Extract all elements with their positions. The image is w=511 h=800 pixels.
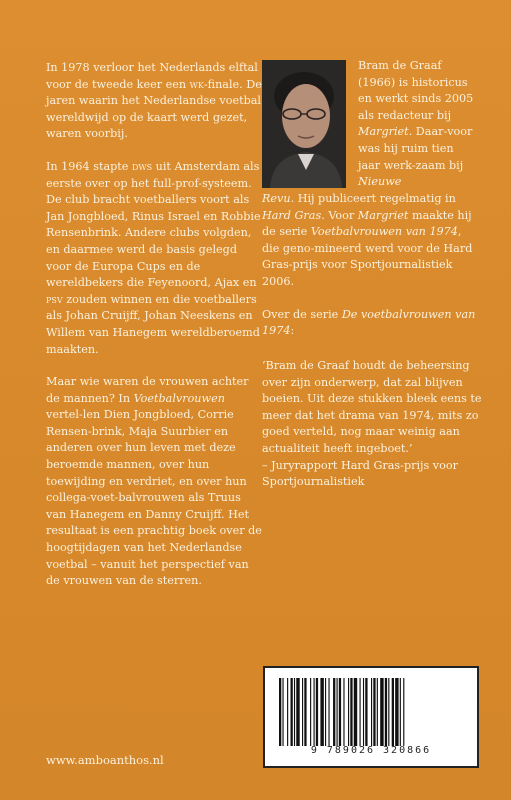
series-intro: Over de serie De voetbalvrouwen van 1974: — [262, 307, 476, 338]
author-bio-rest — [262, 191, 480, 356]
author-photo — [262, 60, 346, 188]
blurb-paragraph-1: In 1978 verloor het Nederlands elftal voor de tweede keer een wk-finale. De jaren waarin het Nederlandse voetbal wereldwijd op de kaart werd gezet, waren voorbij. — [46, 61, 262, 141]
author-bio-continued: Revu. Hij publiceert regelmatig in Hard Gras. Voor Margriet maakte hij de serie Voetbalvrouwen van 1974, die geno-mineerd werd voor de Hard Gras-prijs voor Sportjournalistiek 2006. — [262, 192, 473, 288]
isbn-number: 9 789026 320866 — [310, 745, 432, 757]
barcode-bars-icon — [279, 678, 467, 746]
review-quote — [262, 358, 482, 491]
blurb-column — [46, 60, 264, 606]
blurb-paragraph-3: Maar wie waren de vrouwen achter de mannen? In Voetbalvrouwen vertel-len Dien Jongbloed, Corrie Rensen-brink, Maja Suurbier en anderen over hun leven met deze beroemde mannen, over hun toewijding en verdriet, en over hun collega-voet-balvrouwen als Truus van Hanegem en Danny Cruijff. Het resultaat is een prachtig boek over de hoogtijdagen van het Nederlandse voetbal – vanuit het perspectief van de vrouwen van de sterren. — [46, 375, 262, 588]
author-bio-top: Bram de Graaf (1966) is historicus en werkt sinds 2005 als redacteur bij Margriet. Daar-voor was hij ruim tien jaar werk-zaam bij Nieuwe — [358, 59, 474, 189]
publisher-website: www.amboanthos.nl — [46, 753, 164, 767]
author-portrait-image — [262, 60, 346, 188]
quote-source: – Juryrapport Hard Gras-prijs voor Sportjournalistiek — [262, 458, 458, 489]
isbn-barcode — [263, 666, 479, 768]
quote-text: ‘Bram de Graaf houdt de beheersing over zijn onderwerp, dat zal blijven boeien. Uit deze stukken bleek eens te meer dat het drama van 1974, mits zo goed verteld, nog maar weinig aan actualiteit heeft ingeboet.’ — [262, 359, 482, 455]
blurb-paragraph-2: In 1964 stapte dws uit Amsterdam als eerste over op het full-prof-systeem. De club bracht voetballers voort als Jan Jongbloed, Rinus Israel en Robbie Rensenbrink. Andere clubs volgden, en daarmee werd de basis gelegd voor de Europa Cups en de wereldbekers die Feyenoord, Ajax en psv zouden winnen en die voetballers als Johan Cruijff, Johan Neeskens en Willem van Hanegem wereldberoemd maakten. — [46, 159, 261, 356]
